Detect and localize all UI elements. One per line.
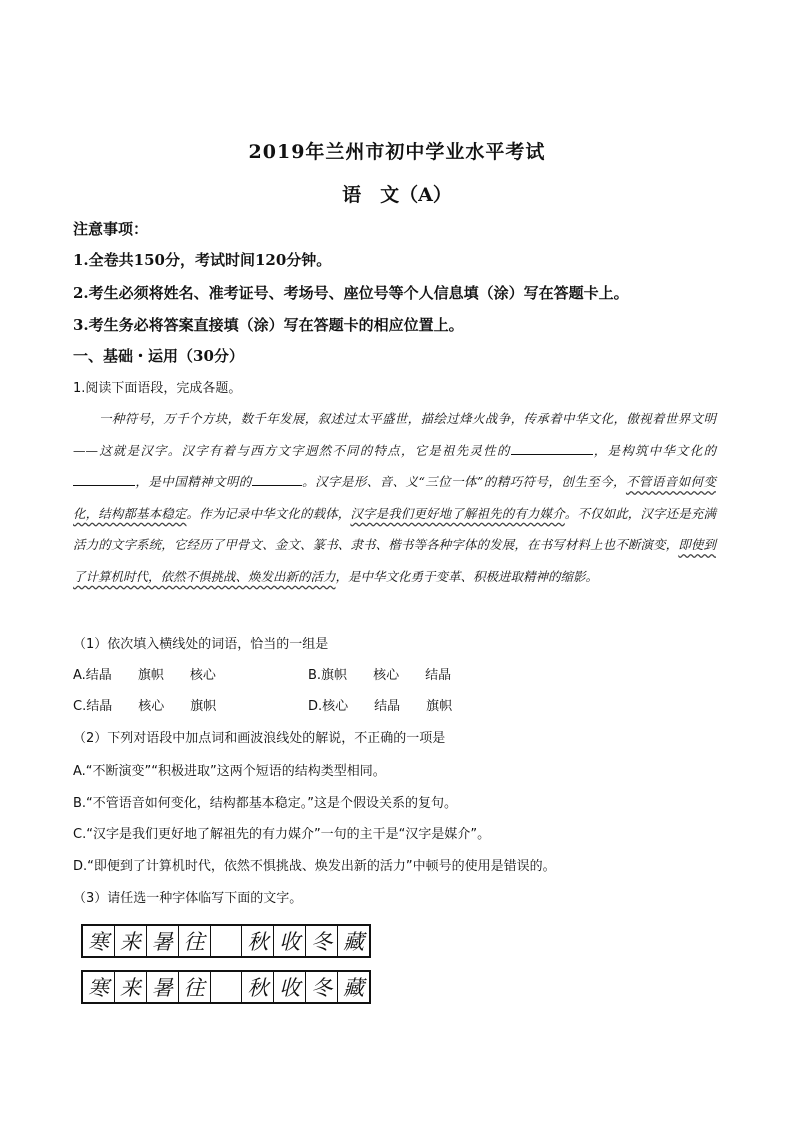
calligraphy-char: 冬 xyxy=(306,972,338,1002)
option-a xyxy=(73,664,242,683)
option-word: 核心 xyxy=(373,668,400,683)
calligraphy-char: 收 xyxy=(274,972,306,1002)
option-word: A.结晶 xyxy=(73,668,112,683)
passage-text: 。作为记录中华文化的载体， xyxy=(186,505,351,521)
calligraphy-sample-row-2 xyxy=(81,970,371,1004)
passage-text: ，是中华文化勇于变革、积极进取精神的缩影。 xyxy=(335,568,599,584)
option-word: 旗帜 xyxy=(190,699,217,714)
passage-text: 。汉字是形、音、义“三位一体”的精巧符号，创生至今， xyxy=(301,474,626,489)
notice-item-1: 1.全卷共150分，考试时间120分钟。 xyxy=(73,251,332,269)
calligraphy-char: 往 xyxy=(179,926,211,956)
empty-cell xyxy=(211,926,243,956)
calligraphy-char: 收 xyxy=(274,926,306,956)
calligraphy-char: 往 xyxy=(179,972,211,1002)
fill-blank-1 xyxy=(511,440,593,455)
option-d: D.“即便到了计算机时代，依然不惧挑战、焕发出新的活力”中顿号的使用是错误的。 xyxy=(73,859,556,874)
option-d xyxy=(308,695,478,714)
passage-text: 。不仅如此，汉字还是充满活力的文字系统，它经历了甲骨文、金文、篆书、隶书、楷书等各种字体的发展，在书写材料上也不断演变， xyxy=(73,505,716,552)
passage-text: 一种符号，万千个方块，数千年发展，叙述过太平盛世，描绘过烽火战争，传承着中华文化，傲视着世界文明——这就是汉字。汉字有着与西方文字迥然不同的特点，它是祖先灵性的 xyxy=(73,411,716,458)
passage-text: ，是中国精神文明的 xyxy=(135,474,252,489)
calligraphy-char: 暑 xyxy=(147,926,179,956)
calligraphy-char: 来 xyxy=(115,926,147,956)
calligraphy-char: 秋 xyxy=(242,972,274,1002)
option-word: B.旗帜 xyxy=(308,668,348,683)
calligraphy-char: 来 xyxy=(115,972,147,1002)
calligraphy-char: 寒 xyxy=(83,926,115,956)
option-word: 旗帜 xyxy=(137,668,164,683)
wavy-underlined-text: 即使到了计算机时代，依然不惧挑战、焕发出新的活力 xyxy=(73,537,716,584)
wavy-underlined-text: 不管语音如何变化，结构都基本稳定 xyxy=(73,474,716,521)
section-heading: 一、基础・运用（30分） xyxy=(73,347,244,365)
option-word: 结晶 xyxy=(374,699,401,714)
passage-text: ，是构筑中华文化的 xyxy=(592,442,716,458)
calligraphy-char: 寒 xyxy=(83,972,115,1002)
option-b: B.“不管语音如何变化，结构都基本稳定。”这是个假设关系的复句。 xyxy=(73,796,458,811)
option-word: 旗帜 xyxy=(426,699,453,714)
notice-heading: 注意事项： xyxy=(73,220,149,238)
calligraphy-sample-row-1 xyxy=(81,924,371,958)
option-b xyxy=(308,664,477,683)
question-1-intro: 1.阅读下面语段，完成各题。 xyxy=(73,381,242,396)
sub-question-1: （1）依次填入横线处的词语，恰当的一组是 xyxy=(73,637,329,652)
page-title: 2019年兰州市初中学业水平考试 xyxy=(248,141,546,163)
notice-item-2: 2.考生必须将姓名、准考证号、考场号、座位号等个人信息填（涂）写在答题卡上。 xyxy=(73,284,629,302)
calligraphy-char: 秋 xyxy=(242,926,274,956)
option-word: D.核心 xyxy=(308,699,349,714)
calligraphy-char: 藏 xyxy=(343,930,365,954)
fill-blank-2 xyxy=(73,471,135,486)
empty-cell xyxy=(211,972,243,1002)
calligraphy-char: 藏 xyxy=(343,976,365,1000)
sub-question-3: （3）请任选一种字体临写下面的文字。 xyxy=(73,891,303,906)
option-word: C.结晶 xyxy=(73,699,113,714)
option-word: 结晶 xyxy=(425,668,452,683)
option-a: A.“不断演变”“积极进取”这两个短语的结构类型相同。 xyxy=(73,764,386,779)
option-c xyxy=(73,695,242,714)
sub-question-2: （2）下列对语段中加点词和画波浪线处的解说，不正确的一项是 xyxy=(73,731,446,746)
calligraphy-char: 暑 xyxy=(147,972,179,1002)
fill-blank-3 xyxy=(252,471,302,486)
reading-passage xyxy=(73,403,716,592)
calligraphy-char: 冬 xyxy=(306,926,338,956)
page-subtitle: 语 文（A） xyxy=(342,184,452,206)
option-word: 核心 xyxy=(138,699,165,714)
wavy-underlined-text: 汉字是我们更好地了解祖先的有力媒介 xyxy=(350,505,565,521)
option-word: 核心 xyxy=(189,668,216,683)
option-c: C.“汉字是我们更好地了解祖先的有力媒介”一句的主干是“汉字是媒介”。 xyxy=(73,827,491,842)
notice-item-3: 3.考生务必将答案直接填（涂）写在答题卡的相应位置上。 xyxy=(73,316,464,334)
